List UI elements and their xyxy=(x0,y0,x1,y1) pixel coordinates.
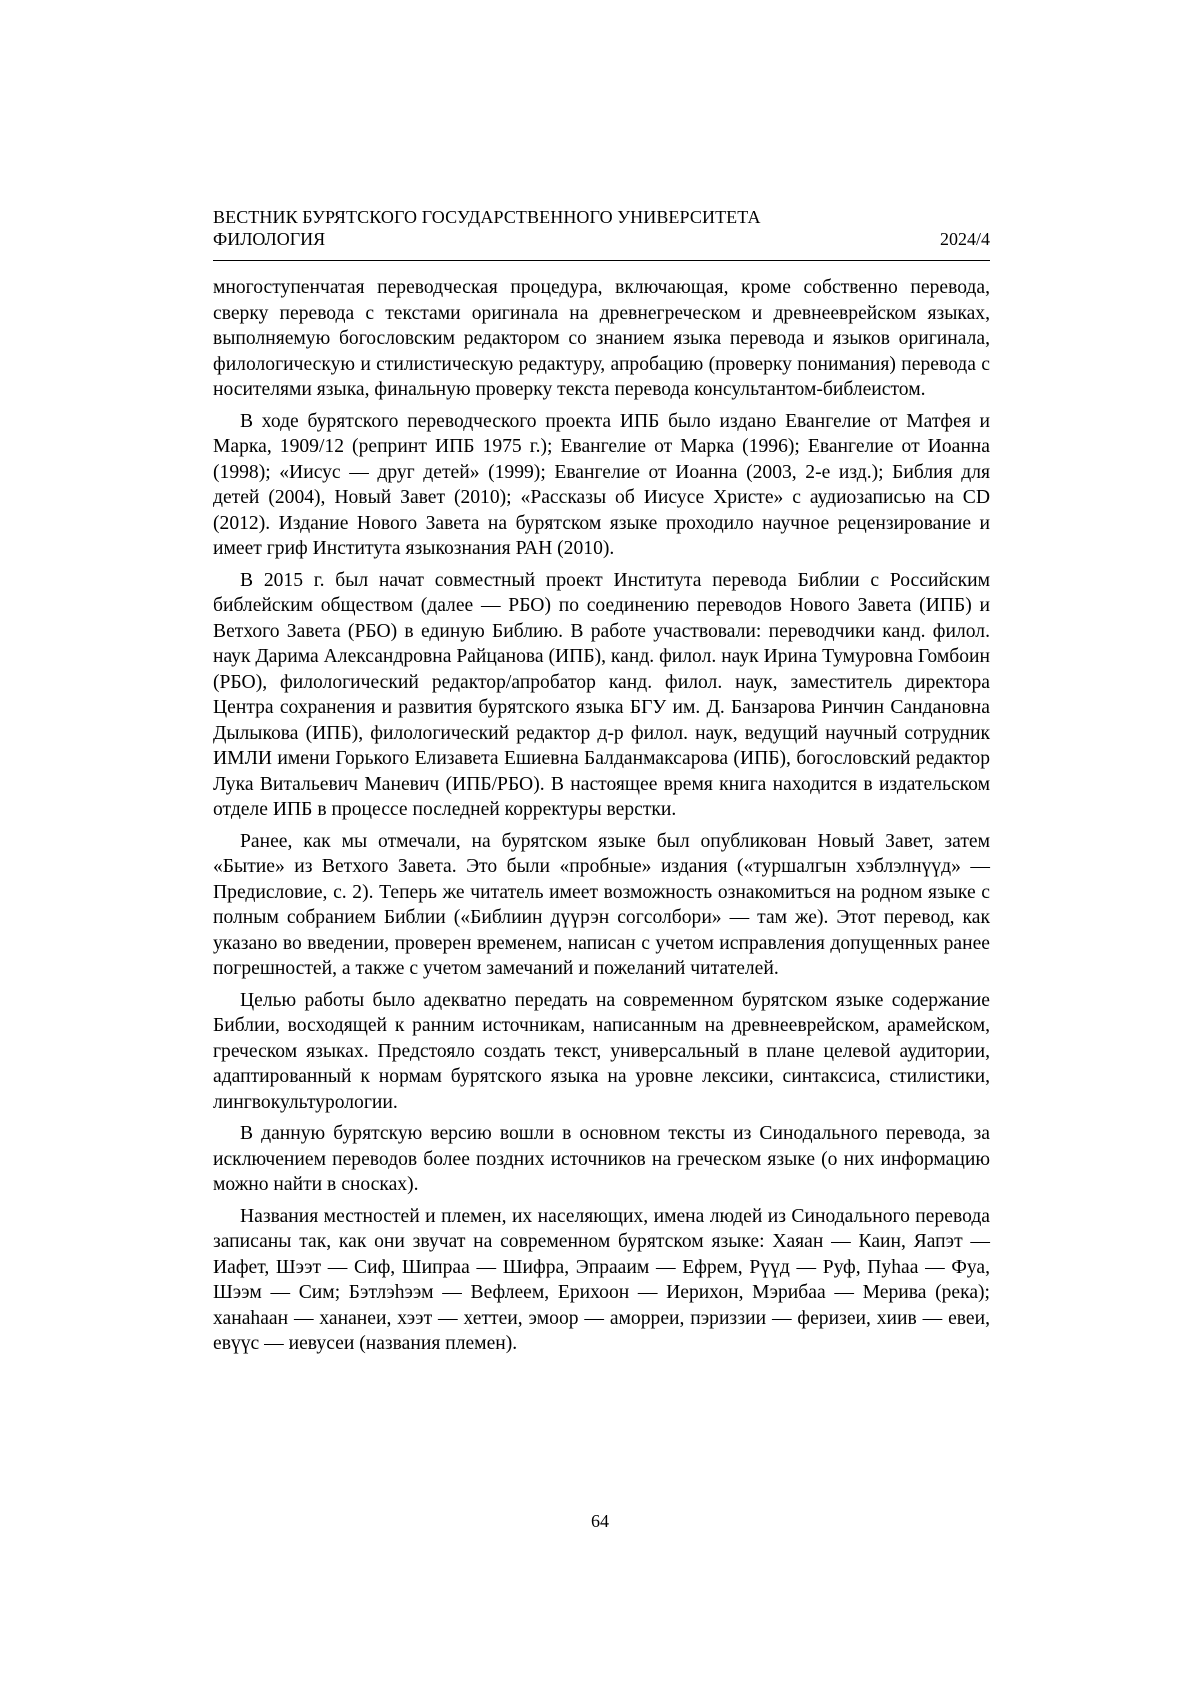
article-body xyxy=(213,275,990,1363)
paragraph: В данную бурятскую версию вошли в основном тексты из Синодального перевода, за исключением переводов более поздних источников на греческом языке (о них информацию можно найти в сносках). xyxy=(213,1121,990,1198)
header-divider xyxy=(213,260,990,261)
paragraph: В ходе бурятского переводческого проекта ИПБ было издано Евангелие от Матфея и Марка, 1909/12 (репринт ИПБ 1975 г.); Евангелие от Марка (1996); Евангелие от Иоанна (1998); «Иисус — друг детей» (1999); Евангелие от Иоанна (2003, 2-е изд.); Библия для детей (2004), Новый Завет (2010); «Рассказы об Иисусе Христе» с аудиозаписью на CD (2012). Издание Нового Завета на бурятском языке проходило научное рецензирование и имеет гриф Института языкознания РАН (2010). xyxy=(213,409,990,562)
paragraph: Целью работы было адекватно передать на современном бурятском языке содержание Библии, восходящей к ранним источникам, написанным на древнееврейском, арамейском, греческом языках. Предстояло создать текст, универсальный в плане целевой аудитории, адаптированный к нормам бурятского языка на уровне лексики, синтаксиса, стилистики, лингвокультурологии. xyxy=(213,988,990,1116)
paragraph: Ранее, как мы отмечали, на бурятском языке был опубликован Новый Завет, затем «Бытие» из Ветхого Завета. Это были «пробные» издания («туршалгын хэблэлнүүд» — Предисловие, с. 2). Теперь же читатель имеет возможность ознакомиться на родном языке с полным собранием Библии («Библиин дүүрэн согсолбори» — там же). Этот перевод, как указано во введении, проверен временем, написан с учетом исправления допущенных ранее погрешностей, а также с учетом замечаний и пожеланий читателей. xyxy=(213,829,990,982)
header-section-row xyxy=(213,228,990,250)
page-number: 64 xyxy=(0,1510,1200,1532)
section-title: ФИЛОЛОГИЯ xyxy=(213,228,325,250)
running-header xyxy=(213,206,990,250)
paragraph-continuation: многоступенчатая переводческая процедура, включающая, кроме собственно перевода, сверку перевода с текстами оригинала на древнегреческом и древнееврейском языках, выполняемую богословским редактором со знанием языка перевода и языков оригинала, филологическую и стилистическую редактуру, апробацию (проверку понимания) перевода с носителями языка, финальную проверку текста перевода консультантом-библеистом. xyxy=(213,275,990,403)
paragraph: В 2015 г. был начат совместный проект Института перевода Библии с Российским библейским обществом (далее — РБО) по соединению переводов Нового Завета (ИПБ) и Ветхого Завета (РБО) в единую Библию. В работе участвовали: переводчики канд. филол. наук Дарима Александровна Райцанова (ИПБ), канд. филол. наук Ирина Тумуровна Гомбоин (РБО), филологический редактор/апробатор канд. филол. наук, заместитель директора Центра сохранения и развития бурятского языка БГУ им. Д. Банзарова Ринчин Сандановна Дылыкова (ИПБ), филологический редактор д-р филол. наук, ведущий научный сотрудник ИМЛИ имени Горького Елизавета Ешиевна Балданмаксарова (ИПБ), богословский редактор Лука Витальевич Маневич (ИПБ/РБО). В настоящее время книга находится в издательском отделе ИПБ в процессе последней корректуры верстки. xyxy=(213,568,990,823)
paragraph: Названия местностей и племен, их населяющих, имена людей из Синодального перевода записаны так, как они звучат на современном бурятском языке: Хаяан — Каин, Яапэт — Иафет, Шээт — Сиф, Шипраа — Шифра, Эпрааим — Ефрем, Рүүд — Руф, Пуhаа — Фуа, Шээм — Сим; Бэтлэhээм — Вефлеем, Ерихоон — Иерихон, Мэрибаа — Мерива (река); ханаhаан — хананеи, хээт — хеттеи, эмоор — аморреи, пэриззии — феризеи, хиив — евеи, евүүс — иевусеи (названия племен). xyxy=(213,1204,990,1357)
issue-number: 2024/4 xyxy=(940,228,990,250)
journal-title: ВЕСТНИК БУРЯТСКОГО ГОСУДАРСТВЕННОГО УНИВЕРСИТЕТА xyxy=(213,206,990,228)
